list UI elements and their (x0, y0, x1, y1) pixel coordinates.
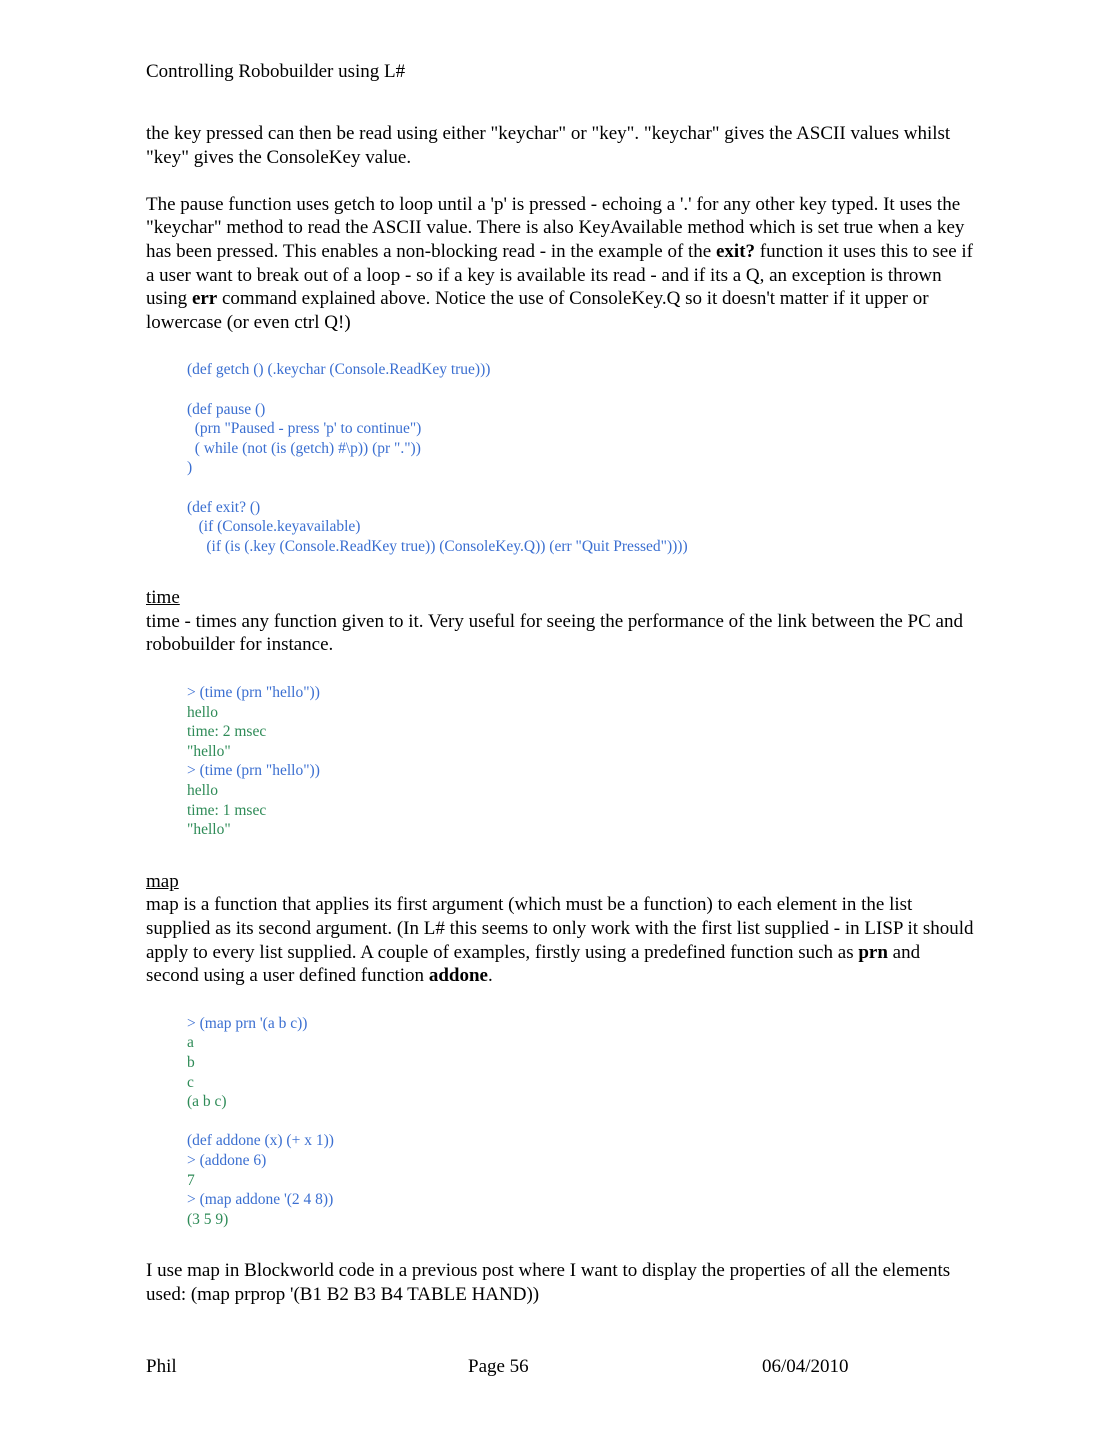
page-header: Controlling Robobuilder using L# (146, 61, 406, 82)
output-line: a (187, 1034, 194, 1052)
text-run: The pause function uses getch to loop until a 'p' is pressed - echoing a '.' for any other key typed. It uses the "keychar" method to read the ASCII value. There is also KeyAvailable method which is set true when a key has been pressed. This enables a non-blocking read - in the example of the (146, 193, 965, 262)
output-line: hello (187, 782, 218, 800)
code-line (187, 380, 976, 400)
bold-term-err: err (191, 288, 218, 310)
bold-term-prn: prn (858, 941, 888, 963)
text-run: . (487, 965, 493, 987)
section-heading-map: map (146, 870, 179, 892)
output-line: time: 2 msec (187, 723, 267, 741)
code-line: > (addone 6) (187, 1151, 267, 1169)
code-line: (def getch () (.keychar (Console.ReadKey true))) (187, 361, 491, 379)
bold-term-addone: addone (428, 965, 488, 987)
output-line: "hello" (187, 821, 231, 839)
code-line: (prn "Paused - press 'p' to continue") (187, 420, 422, 438)
text-run: map is a function that applies its first argument (which must be a function) to each element in the list supplied as its second argument. (In L# this seems to only work with the first list supplied - in LISP it should apply to every list supplied. A couple of examples, firstly using a predefined function such as (146, 894, 974, 963)
code-line: ( while (not (is (getch) #\p)) (pr ".")) (187, 439, 421, 457)
code-line: > (time (prn "hello")) (187, 762, 320, 780)
section-heading-time: time (146, 587, 180, 609)
code-line: > (time (prn "hello")) (187, 684, 320, 702)
code-block-getch-pause-exit (187, 360, 976, 556)
code-line: (def pause () (187, 400, 266, 418)
output-line: time: 1 msec (187, 801, 267, 819)
intro-paragraph-1: the key pressed can then be read using either "keychar" or "key". "keychar" gives the ASCII values whilst "key" gives the ConsoleKey value. (146, 123, 951, 168)
text-run: command explained above. Notice the use of ConsoleKey.Q so it doesn't matter if it upper or lowercase (or even ctrl Q!) (146, 288, 929, 333)
intro-paragraph-2 (146, 193, 976, 335)
output-line: (3 5 9) (187, 1210, 229, 1228)
time-description: time - times any function given to it. Very useful for seeing the performance of the link between the PC and robobuilder for instance. (146, 610, 963, 656)
code-line: ) (187, 459, 193, 477)
output-line: 7 (187, 1171, 195, 1189)
code-block-map (187, 1014, 976, 1230)
code-line (187, 478, 976, 498)
code-line: > (map addone '(2 4 8)) (187, 1191, 334, 1209)
text-run: and second using a user defined function (146, 941, 921, 987)
code-line (187, 1112, 976, 1132)
footer-author: Phil (146, 1356, 177, 1377)
map-closing-paragraph: I use map in Blockworld code in a previous post where I want to display the properties of all the elements used: (map prprop '(B1 B2 B3 B4 TABLE HAND)) (146, 1260, 951, 1305)
output-line: c (187, 1073, 194, 1091)
map-description (146, 893, 976, 987)
code-line: (def addone (x) (+ x 1)) (187, 1132, 334, 1150)
output-line: b (187, 1053, 195, 1071)
footer-page-number: Page 56 (468, 1356, 529, 1377)
page-content (146, 122, 976, 1307)
output-line: "hello" (187, 742, 231, 760)
bold-term-exit: exit? (716, 240, 756, 262)
output-line: hello (187, 703, 218, 721)
code-line: > (map prn '(a b c)) (187, 1014, 308, 1032)
text-run: function it uses this to see if a user want to break out of a loop - so if a key is available its read - and if its a Q, an exception is thrown using (146, 240, 973, 310)
code-line: (def exit? () (187, 498, 261, 516)
code-line: (if (Console.keyavailable) (187, 518, 361, 536)
code-block-time (187, 683, 976, 840)
output-line: (a b c) (187, 1093, 227, 1111)
footer-date: 06/04/2010 (762, 1356, 849, 1377)
code-line: (if (is (.key (Console.ReadKey true)) (ConsoleKey.Q)) (err "Quit Pressed")))) (187, 537, 688, 555)
